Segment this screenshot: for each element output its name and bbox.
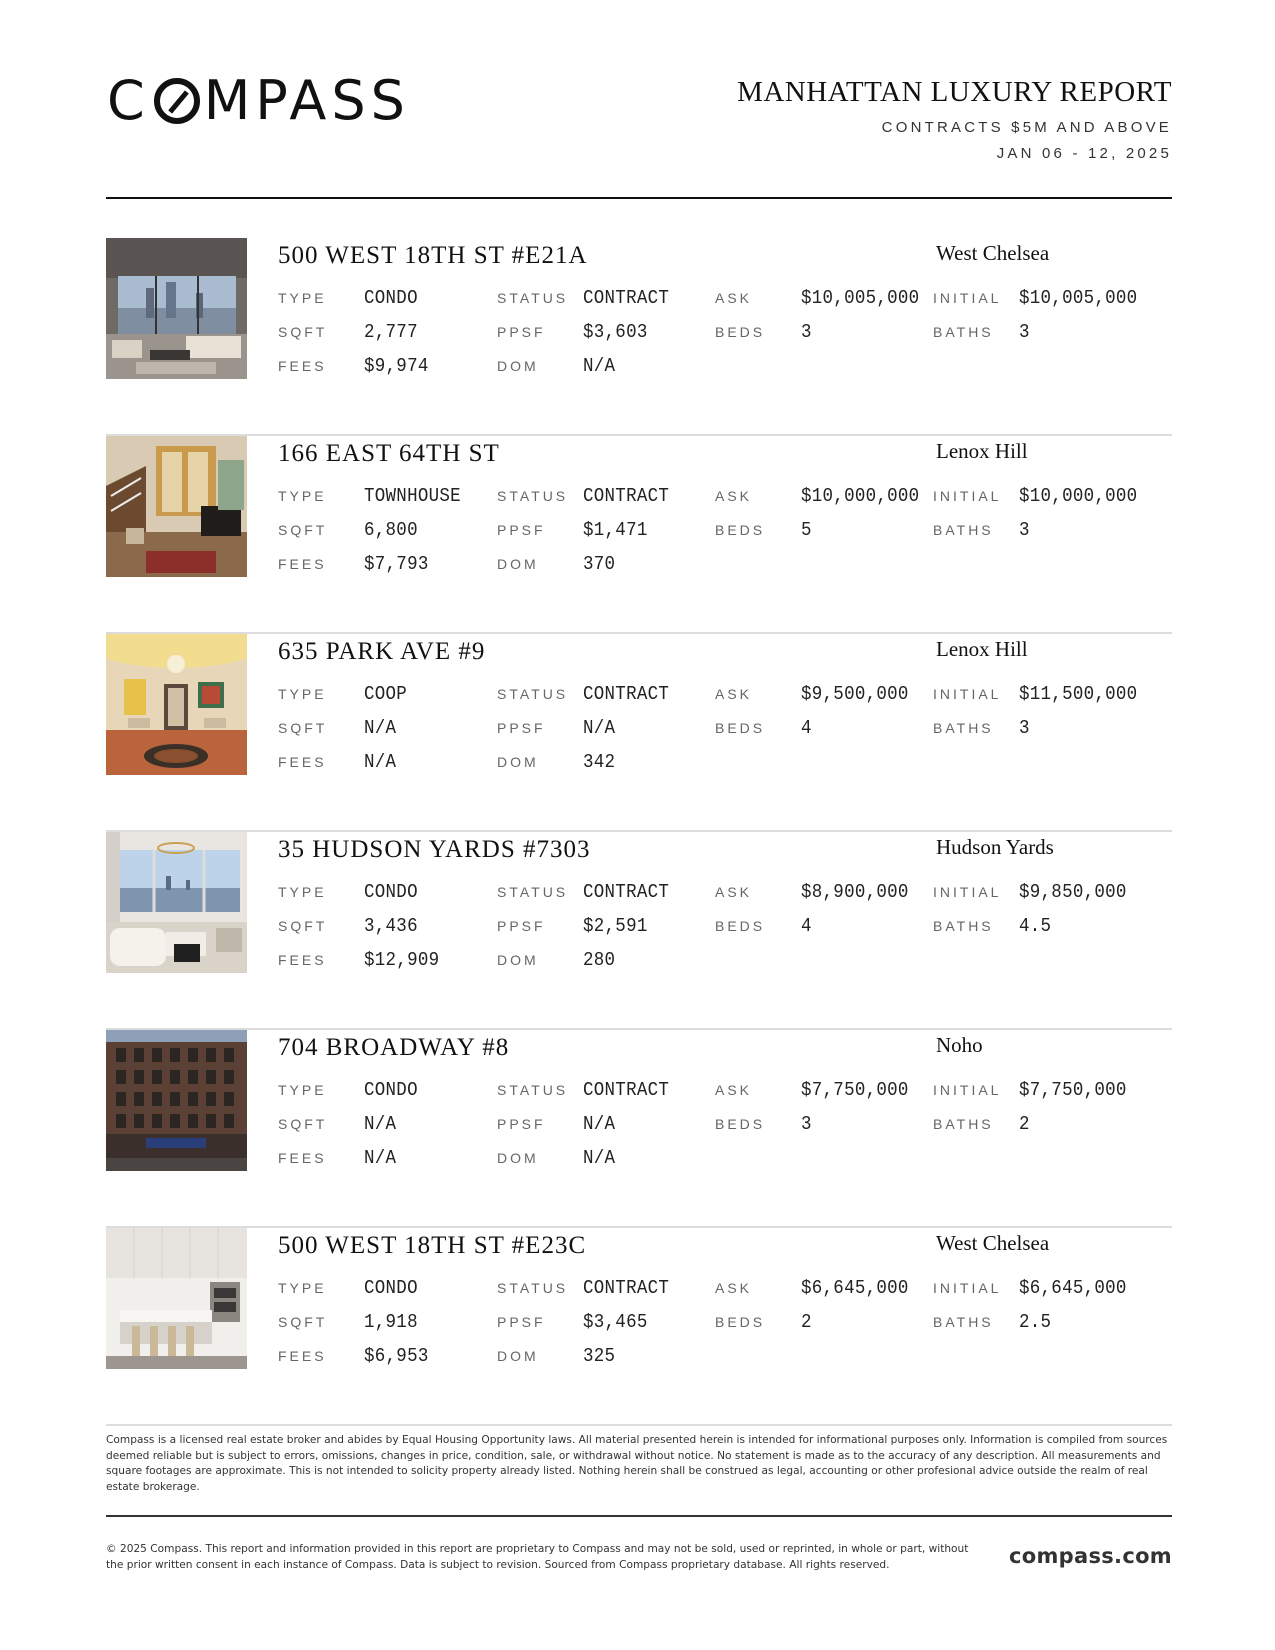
type-value: COOP (364, 683, 408, 705)
listing-card[interactable] (106, 436, 1172, 634)
initial-value: $7,750,000 (1019, 1079, 1127, 1101)
type-label: TYPE (278, 1280, 327, 1296)
listing-address[interactable]: 704 BROADWAY #8 (278, 1034, 510, 1061)
listing-details (278, 485, 1178, 587)
details-row (278, 683, 1178, 717)
status-label: STATUS (497, 1082, 569, 1098)
listing-address[interactable]: 500 WEST 18TH ST #E21A (278, 242, 588, 269)
type-label: TYPE (278, 1082, 327, 1098)
details-row (278, 1311, 1178, 1345)
initial-value: $9,850,000 (1019, 881, 1127, 903)
ppsf-value: $2,591 (583, 915, 648, 937)
fees-value: $7,793 (364, 553, 429, 575)
logo-letter-c: C (107, 68, 150, 132)
initial-value: $11,500,000 (1019, 683, 1138, 705)
sqft-label: SQFT (278, 918, 328, 934)
ask-value: $7,750,000 (801, 1079, 909, 1101)
dom-value: 370 (583, 553, 616, 575)
logo-letters-mpass: MPASS (203, 68, 410, 132)
type-value: CONDO (364, 1079, 418, 1101)
initial-label: INITIAL (933, 290, 1002, 306)
beds-label: BEDS (715, 522, 766, 538)
details-row (278, 915, 1178, 949)
dom-label: DOM (497, 358, 539, 374)
fees-label: FEES (278, 1348, 327, 1364)
logo-compass-o-icon (154, 78, 200, 124)
type-label: TYPE (278, 488, 327, 504)
baths-label: BATHS (933, 1314, 994, 1330)
ask-label: ASK (715, 884, 753, 900)
status-value: CONTRACT (583, 683, 670, 705)
baths-label: BATHS (933, 918, 994, 934)
sqft-label: SQFT (278, 324, 328, 340)
ppsf-value: N/A (583, 1113, 616, 1135)
details-row (278, 1079, 1178, 1113)
baths-value: 3 (1019, 519, 1030, 541)
ppsf-value: $1,471 (583, 519, 648, 541)
baths-value: 2 (1019, 1113, 1030, 1135)
sqft-value: 1,918 (364, 1311, 418, 1333)
ppsf-value: $3,603 (583, 321, 648, 343)
ask-label: ASK (715, 1082, 753, 1098)
rotunda-foyer-photo[interactable] (106, 634, 247, 775)
dom-label: DOM (497, 556, 539, 572)
dom-value: 342 (583, 751, 616, 773)
listing-neighborhood: West Chelsea (936, 241, 1050, 265)
beds-value: 3 (801, 1113, 812, 1135)
listing-card[interactable] (106, 634, 1172, 832)
fees-value: $9,974 (364, 355, 429, 377)
listing-details (278, 683, 1178, 785)
type-value: CONDO (364, 881, 418, 903)
details-row (278, 949, 1178, 983)
fees-label: FEES (278, 1150, 327, 1166)
sqft-label: SQFT (278, 1314, 328, 1330)
type-value: CONDO (364, 287, 418, 309)
initial-value: $6,645,000 (1019, 1277, 1127, 1299)
status-value: CONTRACT (583, 1079, 670, 1101)
listing-details (278, 287, 1178, 389)
details-row (278, 553, 1178, 587)
listing-details (278, 1079, 1178, 1181)
listing-address[interactable]: 166 EAST 64TH ST (278, 440, 500, 467)
baths-value: 3 (1019, 717, 1030, 739)
report-header (737, 76, 1172, 162)
sqft-label: SQFT (278, 720, 328, 736)
initial-label: INITIAL (933, 686, 1002, 702)
baths-label: BATHS (933, 1116, 994, 1132)
sqft-value: 2,777 (364, 321, 418, 343)
baths-value: 2.5 (1019, 1311, 1052, 1333)
dom-label: DOM (497, 952, 539, 968)
ppsf-label: PPSF (497, 1116, 546, 1132)
details-row (278, 321, 1178, 355)
listing-address[interactable]: 500 WEST 18TH ST #E23C (278, 1232, 587, 1259)
beds-label: BEDS (715, 1116, 766, 1132)
beds-value: 4 (801, 717, 812, 739)
type-label: TYPE (278, 290, 327, 306)
status-label: STATUS (497, 488, 569, 504)
initial-label: INITIAL (933, 1082, 1002, 1098)
beds-label: BEDS (715, 720, 766, 736)
sqft-value: 6,800 (364, 519, 418, 541)
listing-neighborhood: Lenox Hill (936, 637, 1028, 661)
ask-value: $9,500,000 (801, 683, 909, 705)
details-row (278, 881, 1178, 915)
details-row (278, 1345, 1178, 1379)
disclaimer-text: Compass is a licensed real estate broker and abides by Equal Housing Opportunity laws. All material presented herein is intended for informational purposes only. Information is compiled from sources deemed reliable but is subject to errors, omissions, changes in price, condition, sale, or withdrawal without notice. No statement is made as to the accuracy of any description. All measurements and square footages are approximate. This is not intended to solicity property already listed. Nothing herein shall be construed as legal, accounting or other profesional advice outside the realm of real estate brokerage. (106, 1434, 1168, 1493)
initial-label: INITIAL (933, 1280, 1002, 1296)
sqft-value: N/A (364, 1113, 397, 1135)
ask-label: ASK (715, 290, 753, 306)
listing-neighborhood: Hudson Yards (936, 835, 1054, 859)
townhouse-parlor-photo[interactable] (106, 436, 247, 577)
dom-label: DOM (497, 754, 539, 770)
listing-details (278, 881, 1178, 983)
initial-label: INITIAL (933, 488, 1002, 504)
sqft-label: SQFT (278, 522, 328, 538)
listing-card[interactable] (106, 1228, 1172, 1426)
footer-divider (106, 1515, 1172, 1517)
fees-label: FEES (278, 952, 327, 968)
sqft-label: SQFT (278, 1116, 328, 1132)
ppsf-value: N/A (583, 717, 616, 739)
kitchen-photo[interactable] (106, 1228, 247, 1369)
skyline-living-room-photo[interactable] (106, 832, 247, 973)
fees-value: $12,909 (364, 949, 440, 971)
fees-label: FEES (278, 358, 327, 374)
details-row (278, 1147, 1178, 1181)
ask-value: $6,645,000 (801, 1277, 909, 1299)
beds-value: 2 (801, 1311, 812, 1333)
details-row (278, 751, 1178, 785)
report-subtitle: CONTRACTS $5M AND ABOVE (881, 119, 1172, 136)
beds-value: 5 (801, 519, 812, 541)
listing-card[interactable] (106, 238, 1172, 436)
listing-neighborhood: West Chelsea (936, 1231, 1050, 1255)
initial-label: INITIAL (933, 884, 1002, 900)
details-row (278, 519, 1178, 553)
ppsf-label: PPSF (497, 324, 546, 340)
sqft-value: N/A (364, 717, 397, 739)
compass-site-link[interactable]: compass.com (1009, 1544, 1172, 1568)
ask-label: ASK (715, 686, 753, 702)
listing-address[interactable]: 635 PARK AVE #9 (278, 638, 486, 665)
ppsf-label: PPSF (497, 522, 546, 538)
baths-label: BATHS (933, 324, 994, 340)
dom-value: N/A (583, 1147, 616, 1169)
status-value: CONTRACT (583, 881, 670, 903)
fees-label: FEES (278, 556, 327, 572)
baths-label: BATHS (933, 720, 994, 736)
beds-label: BEDS (715, 1314, 766, 1330)
beds-label: BEDS (715, 918, 766, 934)
ppsf-label: PPSF (497, 720, 546, 736)
ask-label: ASK (715, 488, 753, 504)
listing-neighborhood: Lenox Hill (936, 439, 1028, 463)
details-row (278, 287, 1178, 321)
building-facade-photo[interactable] (106, 1030, 247, 1171)
details-row (278, 717, 1178, 751)
ask-value: $10,005,000 (801, 287, 920, 309)
dom-value: 325 (583, 1345, 616, 1367)
type-label: TYPE (278, 884, 327, 900)
details-row (278, 355, 1178, 389)
status-label: STATUS (497, 884, 569, 900)
details-row (278, 1113, 1178, 1147)
type-value: TOWNHOUSE (364, 485, 461, 507)
ppsf-label: PPSF (497, 1314, 546, 1330)
ask-label: ASK (715, 1280, 753, 1296)
status-value: CONTRACT (583, 287, 670, 309)
dom-value: 280 (583, 949, 616, 971)
dom-label: DOM (497, 1150, 539, 1166)
dom-label: DOM (497, 1348, 539, 1364)
fees-value: N/A (364, 751, 397, 773)
status-label: STATUS (497, 686, 569, 702)
listings-list (106, 238, 1172, 1426)
living-room-city-view-photo[interactable] (106, 238, 247, 379)
dom-value: N/A (583, 355, 616, 377)
compass-logo[interactable] (107, 68, 410, 132)
baths-value: 4.5 (1019, 915, 1052, 937)
baths-value: 3 (1019, 321, 1030, 343)
ask-value: $8,900,000 (801, 881, 909, 903)
ppsf-value: $3,465 (583, 1311, 648, 1333)
fees-label: FEES (278, 754, 327, 770)
listing-address[interactable]: 35 HUDSON YARDS #7303 (278, 836, 591, 863)
status-label: STATUS (497, 1280, 569, 1296)
listing-neighborhood: Noho (936, 1033, 983, 1057)
details-row (278, 485, 1178, 519)
copyright-text: © 2025 Compass. This report and information provided in this report are proprietary to Compass and may not be sold, used or reprinted, in whole or part, without the prior written consent in each instance of Compass. Data is subject to revision. Sourced from Compass proprietary database. All rights reserved. (106, 1543, 969, 1571)
report-title: MANHATTAN LUXURY REPORT (737, 76, 1172, 108)
fees-value: $6,953 (364, 1345, 429, 1367)
beds-value: 4 (801, 915, 812, 937)
header-divider (106, 197, 1172, 199)
initial-value: $10,005,000 (1019, 287, 1138, 309)
status-value: CONTRACT (583, 1277, 670, 1299)
status-value: CONTRACT (583, 485, 670, 507)
status-label: STATUS (497, 290, 569, 306)
beds-value: 3 (801, 321, 812, 343)
baths-label: BATHS (933, 522, 994, 538)
ppsf-label: PPSF (497, 918, 546, 934)
listing-card[interactable] (106, 1030, 1172, 1228)
initial-value: $10,000,000 (1019, 485, 1138, 507)
ask-value: $10,000,000 (801, 485, 920, 507)
type-value: CONDO (364, 1277, 418, 1299)
report-date-range: JAN 06 - 12, 2025 (996, 145, 1172, 162)
beds-label: BEDS (715, 324, 766, 340)
fees-value: N/A (364, 1147, 397, 1169)
listing-details (278, 1277, 1178, 1379)
type-label: TYPE (278, 686, 327, 702)
sqft-value: 3,436 (364, 915, 418, 937)
details-row (278, 1277, 1178, 1311)
listing-card[interactable] (106, 832, 1172, 1030)
